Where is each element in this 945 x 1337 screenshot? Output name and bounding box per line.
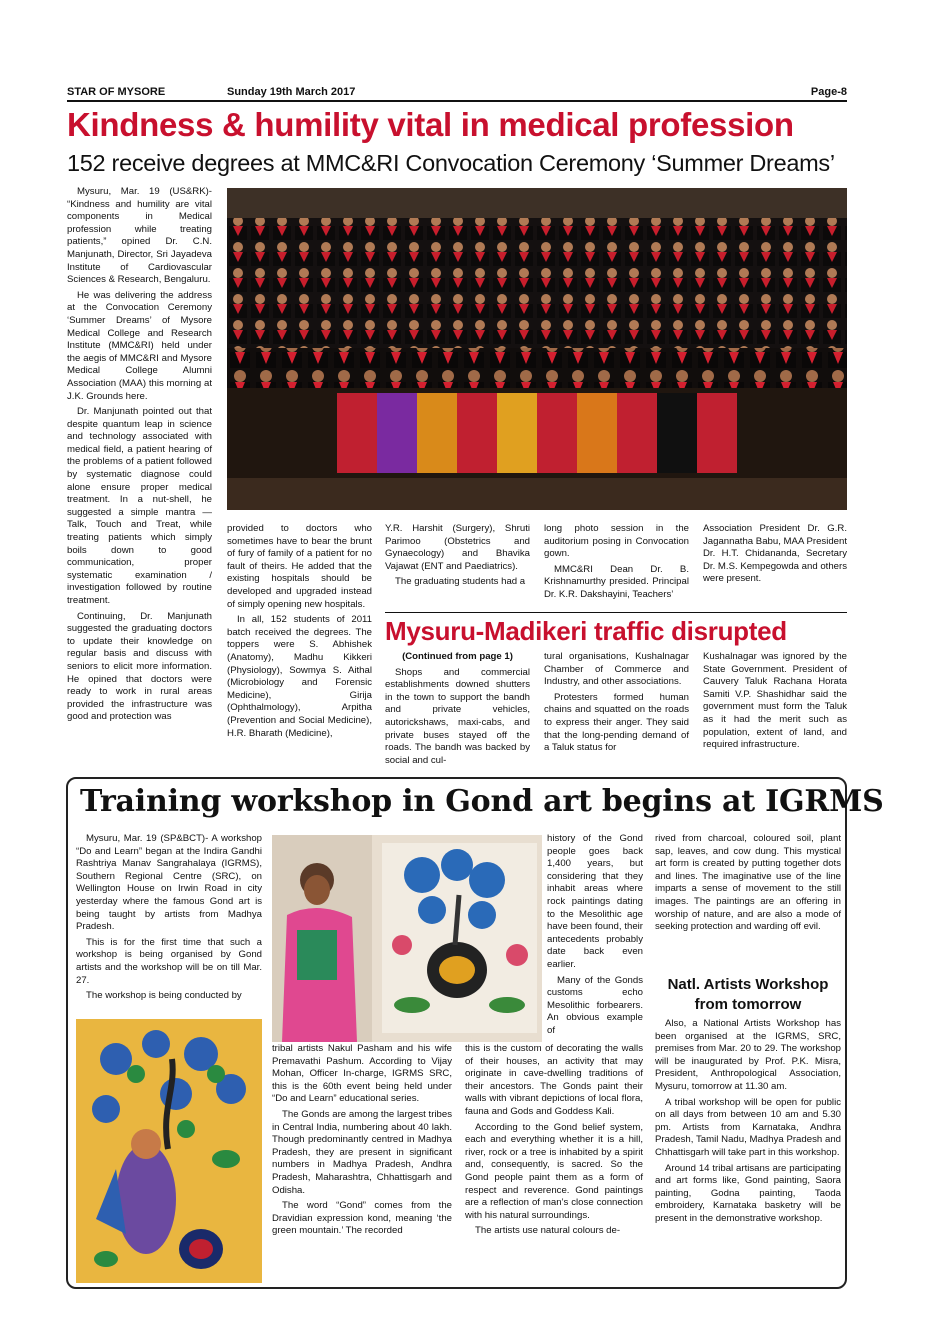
paragraph: Also, a National Artists Workshop has been organised at the IGRMS, SRC, premises from Mar. 20 to 29. The workshop will be inaugurated by Prof. P.K. Misra, President, Anthropological Association, Mysuru, tomorrow at 11.30 am. <box>655 1018 841 1092</box>
paragraph: The Gonds are among the largest tribes in Central India, numbering about 40 lakh. Though predominantly centred in Madhya Pradesh, they are present in significant numbers in Madhya Pradesh, Andhra Pradesh, Maharashtra, Chhattisgarh and Odisha. <box>272 1108 452 1196</box>
story3-column-2 <box>272 1043 452 1241</box>
paragraph: Mysuru, Mar. 19 (US&RK)- “Kindness and humility are vital components in Medical profession while treating patients,” opined Dr. C.N. Manjunath, Director, Sri Jayadeva Institute of Cardiovascular Sciences & Research, Bengaluru. <box>67 186 212 286</box>
story3-column-3a <box>547 833 643 1041</box>
paragraph: The artists use natural colours de- <box>475 1225 621 1237</box>
story3-column-4a <box>655 833 841 937</box>
paragraph: Mysuru, Mar. 19 (SP&BCT)- A workshop “Do and Learn” began at the Indira Gandhi Rashtriya Manav Sangrahalaya (IGRMS), Southern Regional Centre (SRC), on Wellington House on Irwin Road in city yesterday where the famous Gond art is being taught by artists from Madhya Pradesh. <box>76 833 262 933</box>
paragraph: Around 14 tribal artisans are participating and art forms like, Gond painting, Saora painting, Godna painting, Taoda embroidery, Karnataka basketry will be present in the demonstrative workshop. <box>655 1162 841 1224</box>
paragraph: According to the Gond belief system, each and everything whether it is a hill, river, rock or a tree is inhabited by a spirit and, consequently, is sacred. So the Gond people paint them as a form of respect and reverence. Gond paintings are a reflection of man’s close connection with his natural surroundings. <box>465 1121 643 1221</box>
paragraph: Association President Dr. G.R. Jagannatha Babu, MAA President Dr. H.T. Chidananda, Secretary Dr. M.S. Kempegowda and others were present. <box>703 523 848 585</box>
paragraph: MMC&RI Dean Dr. B. Krishnamurthy presided. Principal Dr. K.R. Dakshayini, Teachers’ <box>544 563 689 600</box>
masthead <box>67 84 847 102</box>
paragraph: Many of the Gonds customs echo Mesolithic forbearers. An obvious example of <box>547 974 643 1036</box>
paragraph: He was delivering the address at the Convocation Ceremony ‘Summer Dreams’ of Mysore Medical College and Research Institute (MMC&RI) held under the aegis of MMC&RI and Mysore Medical College Alumni Association (MAA) this morning at J.K. Grounds here. <box>67 289 212 402</box>
artist-with-painting-photo <box>272 835 542 1042</box>
paragraph: The graduating students had a <box>395 576 526 588</box>
story1-column-2 <box>227 523 372 743</box>
paragraph: provided to doctors who sometimes have to bear the brunt of fury of family of a patient for no fault of theirs. He added that the existing hospitals should be developed and upgraded instead of simply opening new hospitals. <box>227 523 372 610</box>
paragraph: history of the Gond people goes back 1,400 years, but considering that they inhabit areas where rock paintings dating to the Mesolithic age have been found, their antecedents probably date back even earlier. <box>547 833 643 970</box>
story1-column-3 <box>385 523 530 592</box>
paper-name: STAR OF MYSORE <box>67 86 166 98</box>
paragraph: This is for the first time that such a workshop is being organised by Gond artists and the workshop will be on till Mar. 27. <box>76 936 262 986</box>
paragraph: Continuing, Dr. Manjunath suggested the graduating doctors to update their knowledge on regular basis and discuss with seniors to elicit more information. He opined that doctors were ready to work in rural areas provided the infrastructure was good and protection was <box>67 610 212 723</box>
paragraph: Shops and commercial establishments downed shutters in the town to support the bandh and private vehicles, autorickshaws, maxi-cabs, and private buses stayed off the roads. The bandh was backed by social and cul- <box>385 666 530 766</box>
continued-note: (Continued from page 1) <box>402 651 513 662</box>
issue-date: Sunday 19th March 2017 <box>227 86 356 98</box>
story2-column-3 <box>703 651 847 755</box>
story3-column-4b <box>655 1018 841 1229</box>
paragraph: The workshop is being conducted by <box>86 990 242 1002</box>
paragraph: Y.R. Harshit (Surgery), Shruti Parimoo (Obstetrics and Gynaecology) and Bhavika Vajawat (ENT and Paediatrics). <box>385 523 530 572</box>
paragraph: A tribal workshop will be open for public on all days from between 10 am and 5.30 pm. Artists from Karnataka, Andhra Pradesh, Tamil Nadu, Madhya Pradesh and Chhattisgarh will take part in this workshop. <box>655 1096 841 1158</box>
story3-subheadline: Natl. Artists Workshop from tomorrow <box>667 976 829 1013</box>
story3-headline: Training workshop in Gond art begins at IGRMS <box>80 784 884 819</box>
story3-column-1 <box>76 833 262 1006</box>
story1-column-1 <box>67 186 212 727</box>
page-number: Page-8 <box>810 86 847 98</box>
divider <box>385 612 847 613</box>
paragraph: The word “Gond” comes from the Dravidian expression kond, meaning ‘the green mountain.’ The recorded <box>272 1200 452 1237</box>
paragraph: this is the custom of decorating the walls of their houses, an activity that may originate in cave-dwelling traditions of their ancestors. The Gonds paint their walls with vibrant depictions of local flora, fauna and Gods and Goddess Kali. <box>465 1043 643 1117</box>
paragraph: tribal artists Nakul Pasham and his wife Premavathi Pashum. According to Vijay Mohan, Officer In-charge, IGRMS SRC, this is the 60th event being held under “Do and Learn” educational series. <box>272 1043 452 1105</box>
story2-column-2 <box>544 651 689 758</box>
paragraph: Kushalnagar was ignored by the State Government. President of Cauvery Taluk Rachana Horata Samiti V.P. Shashidhar said the government must form the Taluk as it had the merit such as population, extent of land, and required infrastructure. <box>703 651 847 751</box>
paragraph: In all, 152 students of 2011 batch received the degrees. The toppers were S. Abhishek (Anatomy), Madhu Kikkeri (Physiology), Sowmya S. Aithal (Microbiology and Forensic Medicine), Girija (Ophthalmology), Arpitha (Prevention and Social Medicine), H.R. Bharath (Medicine), <box>227 614 372 739</box>
story2-column-1 <box>385 651 530 770</box>
paragraph: Protesters formed human chains and squatted on the roads to express their anger. They said that the long-pending demand of a Taluk status for <box>544 691 689 754</box>
paragraph: tural organisations, Kushalnagar Chamber of Commerce and Industry, and other associations. <box>544 651 689 688</box>
story1-column-4 <box>544 523 689 605</box>
story3-column-3b <box>465 1043 643 1241</box>
story1-headline: Kindness & humility vital in medical profession <box>67 106 794 143</box>
paragraph: long photo session in the auditorium posing in Convocation gown. <box>544 523 689 560</box>
story2-headline: Mysuru-Madikeri traffic disrupted <box>385 616 787 646</box>
gond-painting-photo <box>76 1019 262 1283</box>
paragraph: Dr. Manjunath pointed out that despite quantum leap in science and technology associated with medical field, a patient hearing of the problems of a patient followed by systematic diagnose could alone ensure proper medical treatment. In a nut-shell, he suggested a simple mantra — Talk, Touch and Treat, while treating patients which simply boils down to good communication, proper systematic examination / investigation followed by routine treatment. <box>67 406 212 606</box>
paragraph: rived from charcoal, coloured soil, plant sap, leaves, and cow dung. This mystical art form is created by putting together dots and lines. The imaginative use of the line imparts a sense of movement to the still images. The paintings are an offering in worship of nature, and are also a mode of seeking protection and warding off evil. <box>655 833 841 933</box>
story1-column-5 <box>703 523 847 589</box>
story1-subheadline: 152 receive degrees at MMC&RI Convocation Ceremony ‘Summer Dreams’ <box>67 150 835 176</box>
convocation-group-photo <box>227 188 847 510</box>
